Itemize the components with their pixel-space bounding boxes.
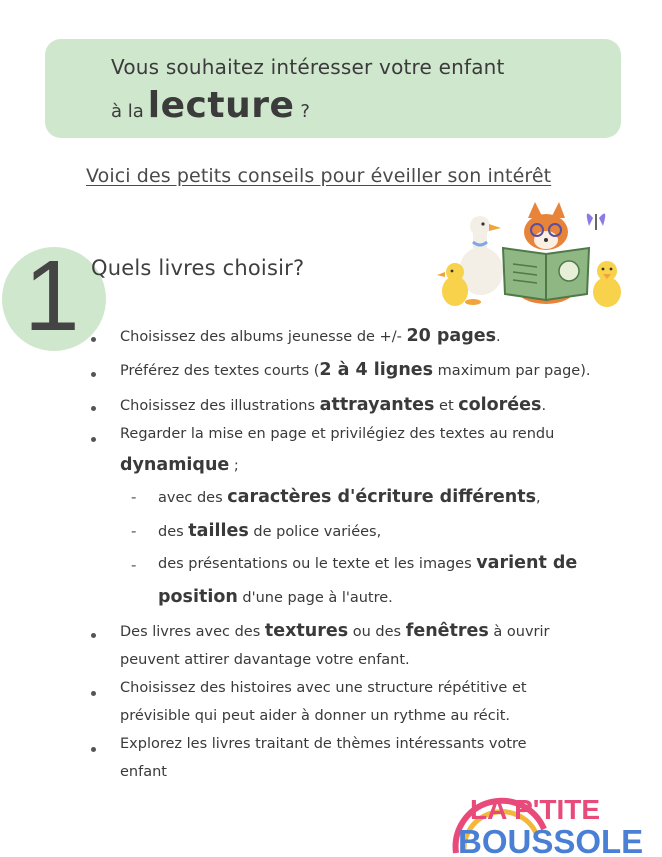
list-item: Préférez des textes courts (2 à 4 lignes maximum par page).: [120, 360, 591, 380]
list-item: Regarder la mise en page et privilégiez des textes au rendu: [120, 426, 555, 442]
list-item: Choisissez des albums jeunesse de +/- 20 pages.: [120, 326, 501, 346]
dash: -: [131, 522, 137, 540]
list-item-continuation: peuvent attirer davantage votre enfant.: [120, 652, 410, 668]
bullet: [91, 747, 96, 752]
section-number: 1: [24, 240, 80, 352]
list-item: Choisissez des histoires avec une structure répétitive et: [120, 680, 527, 696]
banner-prefix: à la: [111, 101, 144, 122]
svg-text:LA P'TITE: LA P'TITE: [470, 794, 601, 825]
list-item: Explorez les livres traitant de thèmes intéressants votre: [120, 736, 527, 752]
sub-list-item: des présentations ou le texte et les images varient de: [158, 553, 578, 573]
list-item-continuation: dynamique ;: [120, 455, 239, 475]
section-title: Quels livres choisir?: [91, 256, 305, 280]
bullet: [91, 633, 96, 638]
bullet: [91, 372, 96, 377]
bullet: [91, 337, 96, 342]
list-item-continuation: prévisible qui peut aider à donner un rythme au récit.: [120, 708, 511, 724]
sub-list-item: avec des caractères d'écriture différents,: [158, 487, 541, 507]
bullet: [91, 437, 96, 442]
list-item: Des livres avec des textures ou des fenêtres à ouvrir: [120, 621, 550, 641]
reading-animals-illustration: [433, 196, 633, 316]
bullet: [91, 691, 96, 696]
header-banner: [45, 39, 621, 138]
sub-list-item-continuation: position d'une page à l'autre.: [158, 587, 393, 607]
list-item: Choisissez des illustrations attrayantes et colorées.: [120, 395, 547, 415]
dash: -: [131, 488, 137, 506]
sub-list-item: des tailles de police variées,: [158, 521, 382, 541]
dash: -: [131, 556, 137, 574]
bullet: [91, 406, 96, 411]
list-item-continuation: enfant: [120, 764, 167, 780]
banner-line-1: Vous souhaitez intéresser votre enfant: [111, 55, 505, 79]
banner-line-2: [111, 85, 310, 126]
banner-keyword: lecture: [147, 85, 295, 126]
svg-text:BOUSSOLE: BOUSSOLE: [458, 823, 644, 857]
page-subtitle: Voici des petits conseils pour éveiller son intérêt: [86, 165, 552, 187]
la-ptite-boussole-logo: [444, 783, 656, 857]
banner-suffix: ?: [300, 101, 310, 122]
